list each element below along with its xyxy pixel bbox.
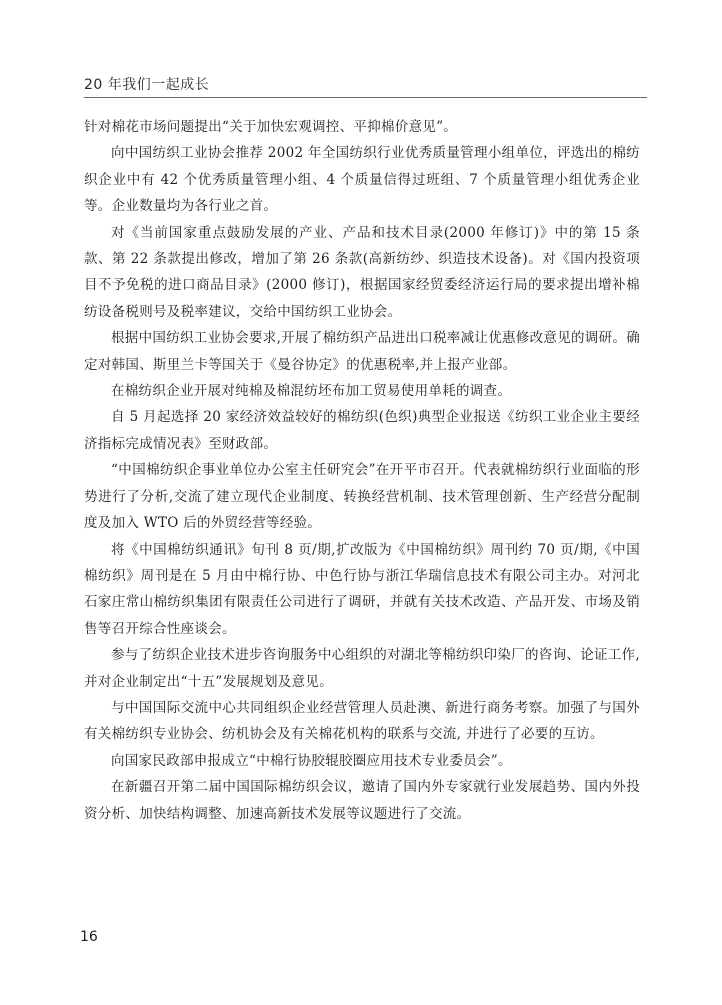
paragraph: 将《中国棉纺织通讯》旬刊 8 页/期,扩改版为《中国棉纺织》周刊约 70 页/期,《中国棉纺织》周刊是在 5 月由中棉行协、中色行协与浙江华瑞信息技术有限公司主办。对河北石家庄常山棉纺织集团有限责任公司进行了调研，并就有关技术改造、产品开发、市场及销售等召开综合性座谈会。 bbox=[84, 541, 640, 637]
page-number: 16 bbox=[80, 929, 98, 945]
paragraph: 在新疆召开第二届中国国际棉纺织会议，邀请了国内外专家就行业发展趋势、国内外投资分析、加快结构调整、加速高新技术发展等议题进行了交流。 bbox=[84, 779, 640, 822]
paragraph: 向中国纺织工业协会推荐 2002 年全国纺织行业优秀质量管理小组单位，评选出的棉纺织企业中有 42 个优秀质量管理小组、4 个质量信得过班组、7 个质量管理小组优秀企业等。企业数量均为各行业之首。 bbox=[84, 145, 640, 215]
paragraph: 针对棉花市场问题提出“关于加快宏观调控、平抑棉价意见”。 bbox=[84, 119, 458, 135]
paragraph: 对《当前国家重点鼓励发展的产业、产品和技术目录(2000 年修订)》中的第 15 条款、第 22 条款提出修改，增加了第 26 条款(高新纺纱、织造技术设备)。对《国内投资项目不予免税的进口商品目录》(2000 修订)，根据国家经贸委经济运行局的要求提出增补棉纺设备税则号及税率建议，交给中国纺织工业协会。 bbox=[84, 224, 640, 320]
paragraph: 自 5 月起选择 20 家经济效益较好的棉纺织(色织)典型企业报送《纺织工业企业主要经济指标完成情况表》至财政部。 bbox=[84, 409, 640, 452]
paragraph: 参与了纺织企业技术进步咨询服务中心组织的对湖北等棉纺织印染厂的咨询、论证工作,并对企业制定出“十五”发展规划及意见。 bbox=[84, 647, 640, 690]
paragraph: 在棉纺织企业开展对纯棉及棉混纺坯布加工贸易使用单耗的调查。 bbox=[111, 383, 512, 400]
paragraph: “中国棉纺织企事业单位办公室主任研究会”在开平市召开。代表就棉纺织行业面临的形势进行了分析,交流了建立现代企业制度、转换经营机制、技术管理创新、生产经营分配制度及加入 WTO 后的外贸经营等经验。 bbox=[84, 462, 640, 532]
header-rule bbox=[84, 97, 647, 98]
paragraph: 与中国国际交流中心共同组织企业经营管理人员赴澳、新进行商务考察。加强了与国外有关棉纺织专业协会、纺机协会及有关棉花机构的联系与交流, 并进行了必要的互访。 bbox=[84, 699, 640, 743]
body-text bbox=[84, 114, 640, 827]
paragraph: 根据中国纺织工业协会要求,开展了棉纺织产品进出口税率减让优惠修改意见的调研。确定对韩国、斯里兰卡等国关于《曼谷协定》的优惠税率,并上报产业部。 bbox=[84, 330, 640, 373]
running-header-title: 20 年我们一起成长 bbox=[84, 77, 210, 93]
paragraph: 向国家民政部申报成立“中棉行协胶辊胶圈应用技术专业委员会”。 bbox=[111, 752, 512, 769]
